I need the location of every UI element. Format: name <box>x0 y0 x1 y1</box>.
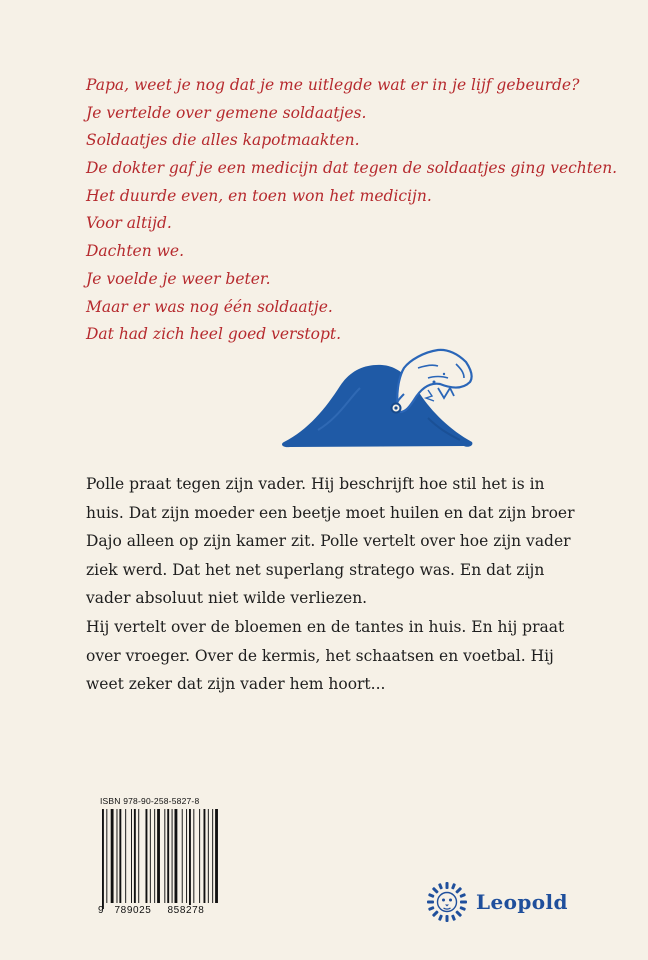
poem-line: Papa, weet je nog dat je me uitlegde wat er in je lijf gebeurde? <box>86 76 580 94</box>
blurb-paragraph: Polle praat tegen zijn vader. Hij beschrijft hoe stil het is in huis. Dat zijn moeder een beetje moet huilen en dat zijn broer Dajo alleen op zijn kamer zit. Polle vertelt over hoe zijn vader ziek werd. Dat het net superlang stratego was. En dat zijn vader absoluut niet wilde verliezen. <box>86 475 575 608</box>
poem-excerpt <box>86 72 618 349</box>
isbn-barcode <box>100 796 222 917</box>
blurb-paragraph: Hij vertelt over de bloemen en de tantes in huis. En hij praat over vroeger. Over de kermis, het schaatsen en voetbal. Hij weet zeker dat zijn vader hem hoort... <box>86 617 565 694</box>
barcode-digit-first: 9 <box>98 905 104 916</box>
poem-line: Soldaatjes die alles kapotmaakten. <box>86 131 360 150</box>
poem-line: Voor altijd. <box>86 214 172 233</box>
barcode-digits-right: 858278 <box>162 905 210 916</box>
poem-line: Je vertelde over gemene soldaatjes. <box>86 103 367 122</box>
publisher-logo <box>426 880 568 924</box>
poem-line: De dokter gaf je een medicijn dat tegen de soldaatjes ging vechten. <box>86 159 618 178</box>
back-cover-blurb <box>86 470 586 699</box>
barcode-digits <box>100 905 222 917</box>
barcode-icon <box>100 809 222 909</box>
barcode-digits-left: 789025 <box>110 905 156 916</box>
poem-line: Maar er was nog één soldaatje. <box>86 297 333 316</box>
poem-line: Dat had zich heel goed verstopt. <box>86 325 342 344</box>
publisher-name: Leopold <box>476 890 568 914</box>
poem-line: Het duurde even, en toen won het medicijn. <box>86 186 432 205</box>
poem-line: Je voelde je weer beter. <box>86 269 271 288</box>
blue-hill-with-hand-icon <box>278 338 478 448</box>
leopold-lion-logo-icon <box>426 881 468 923</box>
isbn-label: ISBN 978-90-258-5827-8 <box>100 796 200 806</box>
poem-line: Dachten we. <box>86 242 185 261</box>
